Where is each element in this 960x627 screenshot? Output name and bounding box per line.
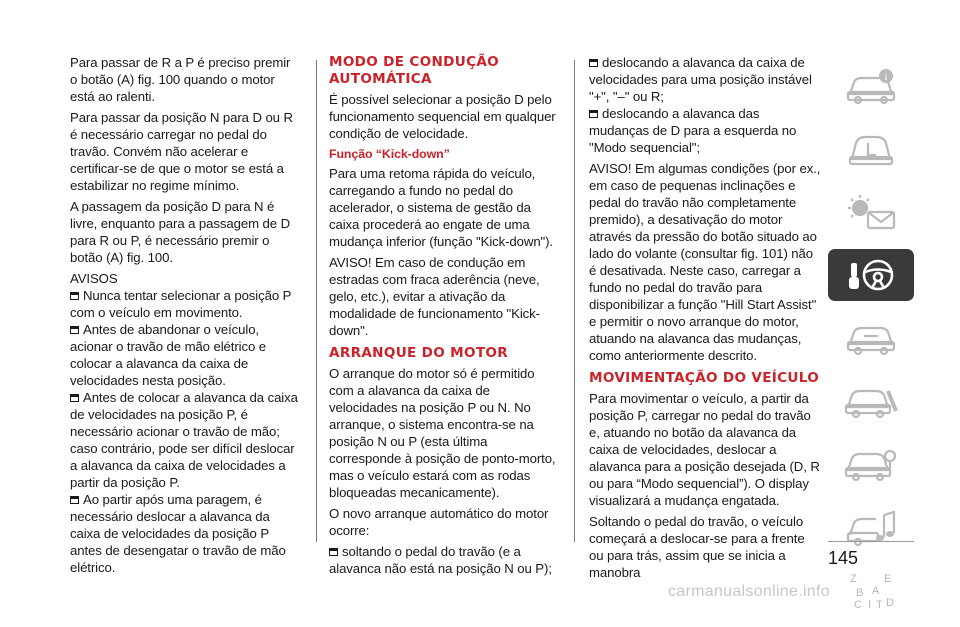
page-number-rule — [828, 541, 914, 542]
paragraph: O novo arranque automático do motor ocorre: — [329, 506, 549, 538]
sidebar-item-warnings[interactable] — [828, 186, 914, 238]
column-divider — [316, 60, 317, 542]
bullet-icon — [70, 292, 79, 300]
bullet-icon — [70, 326, 79, 334]
avisos-label: AVISOS — [70, 271, 118, 286]
svg-text:T: T — [876, 599, 883, 610]
paragraph: Para movimentar o veículo, a partir da posição P, carregar no pedal do travão e, atuando no botão da alavanca da caixa de velocidades, deslocar a alavanca para a posição desejada (D, R ou para “Modo sequencial”). O display visualizará a mudança engatada. — [589, 391, 820, 508]
sidebar-item-driving[interactable] — [828, 249, 914, 301]
text-column-1 — [70, 54, 298, 580]
text-column-3 — [589, 54, 821, 585]
bullet-item: deslocando a alavanca da caixa de velocidades para uma posição instável "+", "–" ou R; — [589, 55, 812, 104]
svg-text:E: E — [884, 573, 892, 585]
paragraph: A passagem da posição D para N é livre, enquanto para a passagem de D para R ou P, é necessário premir o botão (A) fig. 100. — [70, 199, 290, 265]
svg-text:B: B — [856, 587, 864, 599]
paragraph: É possível selecionar a posição D pelo funcionamento sequencial em qualquer condição de velocidade. — [329, 92, 556, 141]
index-letters-icon — [842, 570, 900, 610]
bullet-item: Ao partir após uma paragem, é necessário deslocar a alavanca da caixa de velocidades da posição P antes de desengatar o travão de mão elétrico. — [70, 492, 286, 575]
bullet-item: deslocando a alavanca das mudanças de D para a esquerda no "Modo sequencial"; — [589, 106, 797, 155]
bullet-icon — [589, 110, 598, 118]
bullet-item: Nunca tentar selecionar a posição P com o veículo em movimento. — [70, 288, 292, 320]
svg-text:i: i — [884, 72, 888, 83]
warning-light-icon — [842, 192, 900, 232]
bullet-item: soltando o pedal do travão (e a alavanca não está na posição N ou P); — [329, 544, 552, 576]
sidebar-item-safety[interactable] — [828, 312, 914, 364]
paragraph: Soltando o pedal do travão, o veículo começará a deslocar-se para a frente ou para trás, assim que se inicia a manobra — [589, 514, 805, 580]
sidebar-item-seats[interactable] — [828, 123, 914, 175]
bullet-icon — [70, 496, 79, 504]
sidebar-item-car-info[interactable] — [828, 60, 914, 112]
paragraph: AVISO! Em algumas condições (por ex., em caso de pequenas inclinações e pedal do travão não completamente premido), a desativação do motor através da pressão do botão situado ao lado do volante (consultar fig. 101) não é desativada. Neste caso, carregar a fundo no pedal do travão para disponibilizar a função "Hill Start Assist" e permitir o novo arranque do motor, atuando na alavanca das mudanças, como anteriormente descrito. — [589, 161, 821, 363]
bullet-item: Antes de abandonar o veículo, acionar o travão de mão elétrico e colocar a alavanca da caixa de velocidades nesta posição. — [70, 322, 266, 388]
sidebar-item-maintenance[interactable] — [828, 438, 914, 490]
sidebar-item-index[interactable] — [828, 564, 914, 616]
section-heading: MOVIMENTAÇÃO DO VEÍCULO — [589, 370, 820, 386]
svg-text:I: I — [868, 599, 872, 610]
sidebar-item-multimedia[interactable] — [828, 501, 914, 553]
paragraph: Para uma retoma rápida do veículo, carregando a fundo no pedal do acelerador, o sistema de gestão da caixa procederá ao engate de uma mudança inferior (função "Kick-down"). — [329, 166, 553, 249]
sidebar-item-emergency[interactable] — [828, 375, 914, 427]
section-heading: ARRANQUE DO MOTOR — [329, 345, 509, 361]
subsection-heading: Função “Kick-down” — [329, 147, 450, 161]
svg-text:A: A — [872, 585, 880, 597]
svg-text:D: D — [886, 597, 894, 609]
paragraph: Para passar da posição N para D ou R é necessário carregar no pedal do travão. Convém não acelerar e certificar-se de que o motor se está a estabilizar no regime mínimo. — [70, 110, 293, 193]
car-wrench-icon — [842, 381, 900, 421]
steering-key-icon — [842, 255, 900, 295]
section-heading: MODO DE CONDUÇÃO AUTOMÁTICA — [329, 54, 500, 87]
car-safety-icon — [842, 318, 900, 358]
paragraph: O arranque do motor só é permitido com a alavanca da caixa de velocidades na posição P ou N. No arranque, o sistema encontra-se na posição N ou P (esta última corresponde à posição de ponto-morto, mas o veículo estará com as rodas bloqueadas mecanicamente). — [329, 366, 556, 500]
column-divider — [574, 60, 575, 542]
bullet-icon — [329, 548, 338, 556]
bullet-item: Antes de colocar a alavanca da caixa de velocidades na posição P, é necessário acionar o travão de mão; caso contrário, pode ser difícil deslocar a alavanca da caixa de velocidades a partir da posição P. — [70, 390, 298, 490]
page-number: 145 — [828, 548, 859, 568]
text-column-2 — [329, 54, 560, 581]
svg-text:Z: Z — [850, 573, 857, 585]
paragraph: Para passar de R a P é preciso premir o botão (A) fig. 100 quando o motor está ao ralenti. — [70, 55, 291, 104]
svg-text:C: C — [854, 599, 862, 610]
car-info-icon — [842, 66, 900, 106]
car-service-icon — [842, 444, 900, 484]
paragraph: AVISO! Em caso de condução em estradas com fraca aderência (neve, gelo, etc.), evitar a ativação da modalidade de funcionamento "Kick-down". — [329, 255, 540, 338]
car-seat-icon — [842, 129, 900, 169]
bullet-icon — [70, 394, 79, 402]
bullet-icon — [589, 59, 598, 67]
watermark: carmanualsonline.info — [668, 583, 830, 600]
